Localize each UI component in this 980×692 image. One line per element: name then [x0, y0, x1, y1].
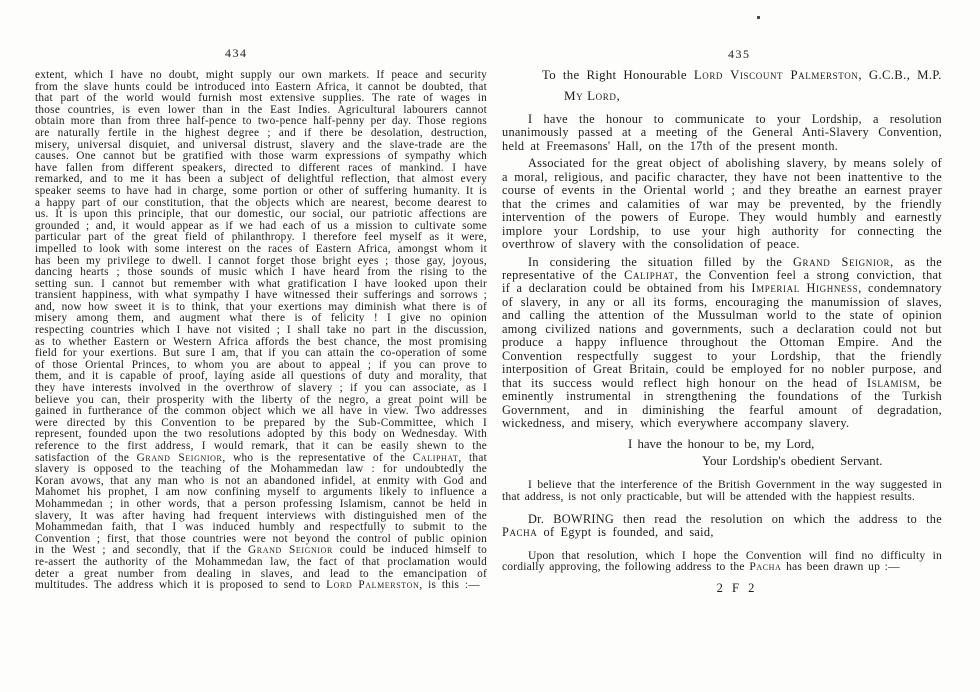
- letter-paragraph-2: Associated for the great object of abolishing slavery, by means solely of a moral, religious, and pacific character, they have not been inattentive to the course of events in the Oriental world ; and they breathe an earnest prayer that the crimes and calamities of war may be prevented, by the friendly intervention of the powers of Europe. They would humbly and earnestly implore your Lordship, to use your high authority for connecting the overthrow of slavery with the consolidation of peace.: [502, 156, 942, 252]
- right-page-number: 435: [728, 47, 751, 61]
- letter-closing-line-1: I have the honour to be, my Lord,: [628, 437, 815, 452]
- left-page-body: [35, 44, 487, 592]
- letter-salutation: To the Right Honourable Lord Viscount Palmerston, G.C.B., M.P.: [542, 68, 942, 82]
- letter-closing-line-2: Your Lordship's obedient Servant.: [702, 454, 883, 469]
- left-page: [35, 44, 487, 592]
- ink-speck: [757, 16, 760, 19]
- left-page-number: 434: [225, 46, 248, 60]
- letter-paragraph-3: In considering the situation filled by the Grand Seignior, as the representative of the Caliphat, the Convention feel a strong conviction, that if a declaration could be obtained from his Imperial Highness, condemnatory of slavery, in any or all its forms, encouraging the manumission of slaves, and calling the attention of the Mussulman world to the state of opinion among civilized nations and governments, such a declaration could not but produce a happy influence throughout the Ottoman Empire. And the Convention respectfully suggest to your Lordship, that the friendly interposition of Great Britain, could be employed for no nobler purpose, and that its success would reflect high honour on the head of Islamism, be eminently instrumental in strengthening the foundations of the Turkish Government, and in diminishing the fearful amount of degradation, wickedness, and misery, which everywhere accompany slavery.: [502, 254, 943, 430]
- letter-paragraph-1: I have the honour to communicate to your Lordship, a resolution unanimously passed at a meeting of the General Anti-Slavery Convention, held at Freemasons' Hall, on the 17th of the present month.: [502, 112, 942, 153]
- bowring-paragraph: Dr. BOWRING then read the resolution on which the address to the Pacha of Egypt is founded, and said,: [502, 511, 942, 540]
- press-signature-mark: 2 F 2: [716, 581, 758, 596]
- right-page: [502, 44, 942, 596]
- resolution-paragraph: Upon that resolution, which I hope the Convention will find no difficulty in cordially approving, the following address to the Pacha has been drawn up :—: [502, 548, 942, 574]
- left-page-paragraph: extent, which I have no doubt, might supply our own markets. If peace and security from the slave hunts could be introduced into Eastern Africa, it cannot be doubted, that that part of the world would furnish most extensive supplies. The rate of wages in those countries, is even lower than in the East Indies. Agricultural labourers cannot obtain more than from three half-pence to two-pence half-penny per day. Those regions are naturally fertile in the highest degree ; and if there be desolation, destruction, misery, universal disquiet, and universal distrust, slavery and the slave-trade are the causes. One cannot but be gratified with those warm expressions of sympathy which have fallen from different speakers, directed to different races of mankind. I have remarked, and to me it has been a subject of delightful reflection, that almost every speaker seems to have had in charge, some portion or other of suffering humanity. It is a happy part of our constitution, that the objects which are nearest, become dearest to us. It is upon this principle, that our domestic, our social, our patriotic affections are grounded ; and, it would appear as if we had each of us a mission to cultivate some particular part of the great field of philanthropy. I therefore feel myself as it were, impelled to look with some interest on the races of Eastern Africa, amongst whom it has been my privilege to dwell. I cannot forget those bright eyes ; those gay, joyous, dancing hearts ; those sounds of music which I have heard from the rising to the setting sun. I cannot but remember with what gratification I have looked upon their transient happiness, with what sympathy I have witnessed their sufferings and sorrows ; and, now how sweet it is to think, that your exertions may diminish what there is of misery among them, and augment what there is of felicity ! I give no opinion respecting countries which I have not visited ; I shall take no part in the discussion, as to whether Eastern or Western Africa affords the best chance, the most promising field for your exertions. But sure I am, that if you can attain the co-operation of some of those Oriental Princes, to whom you are about to appeal ; if you can prove to them, and it is capable of proof, laying aside all questions of duty and morality, that they have interests involved in the overthrow of slavery ; if you can associate, as I believe you can, their prosperity with the liberty of the negro, a great point will be gained in furtherance of the common object which we all have in view. Two addresses were directed by this Convention to be prepared by the Sub-Committee, which I represent, founded upon the two resolutions adopted by this body on Wednesday. With reference to the first address, I would remark, that it can be easily shewn to the satisfaction of the Grand Seignior, who is the representative of the Caliphat, that slavery is opposed to the teaching of the Mohammedan law : for undoubtedly the Koran avows, that any man who is not an abandoned infidel, at enmity with God and Mahomet his prophet, I am now confining myself to arguments likely to influence a Mohammedan ; in other words, that a person professing Islamism, cannot be held in slavery, It was after having had frequent interviews with distinguished men of the Mohammedan faith, that I was induced humbly and respectfully to submit to the Convention ; first, that those countries were not beyond the control of public opinion in the West ; and secondly, that if the Grand Seignior could be induced himself to re-assert the authority of the Mohammedan law, the fact of that proclamation would deter a great number from dealing in slaves, and lead to the emancipation of multitudes. The address which it is proposed to send to Lord Palmerston, is this :—: [35, 69, 487, 592]
- letter-greeting: My Lord,: [564, 88, 620, 103]
- commentary-paragraph: I believe that the interference of the British Government in the way suggested in that address, is not only practicable, but will be attended with the happiest results.: [502, 478, 942, 504]
